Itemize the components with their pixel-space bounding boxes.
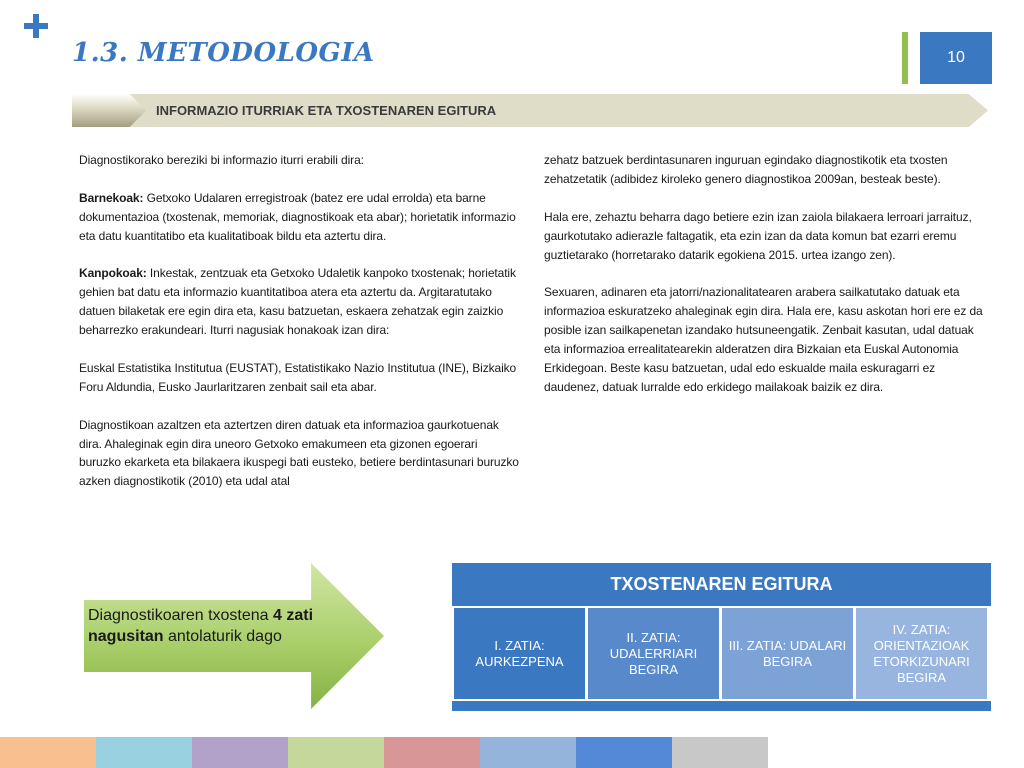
structure-part-1: I. ZATIA: AURKEZPENA	[454, 608, 585, 699]
footer-color-strip	[0, 737, 768, 768]
structure-part-4: IV. ZATIA: ORIENTAZIOAK ETORKIZUNARI BEGIRA	[856, 608, 987, 699]
callout-text	[88, 605, 363, 647]
internal-sources-paragraph	[79, 189, 519, 246]
intro-paragraph: Diagnostikorako bereziki bi informazio iturri erabili dira:	[79, 153, 364, 167]
footer-color-block	[192, 737, 288, 768]
footer-color-block	[672, 737, 768, 768]
footer-color-block	[480, 737, 576, 768]
internal-sources-label: Barnekoak:	[79, 190, 144, 205]
disaggregation-paragraph: Sexuaren, adinaren eta jatorri/nazionalitatearen arabera sailkatutako datuak eta informazioa eskuratzeko ahaleginak egin dira. Hala ere, kasu askotan hori ere ez da posible izan sailkapenetan izandako hutsuneengatik. Zenbait kasutan, udal datuak eta informazioa errealitatearekin alderatzen dira Bizkaian eta Euskal Autonomia Erkidegoan. Beste kasu batzuetan, udal edo eskualde maila eskuragarri ez daudenez, datuak lurralde edo erkidego mailakoak baizik ez dira.	[544, 285, 983, 394]
external-sources-text: Inkestak, zentzuak eta Getxoko Udaletik kanpoko txostenak; horietatik gehien bat datu eta informazio kuantitatiboa atera eta aztertu da. Argitaratutako datuen bilaketak ere egin dira eta, kasu batzuetan, eskaera zehatzak egin zaizkio beharrezko erakundeari. Iturri nagusiak honakoak izan dira:	[79, 266, 516, 338]
continuation-paragraph: zehatz batzuek berdintasunaren inguruan egindako diagnostikotik eta txosten zehatzetatik (adibidez kiroleko genero diagnostikoa 2009an, besteak beste).	[544, 153, 948, 186]
report-structure-table	[452, 563, 991, 711]
callout-text-start: Diagnostikoaren txostena	[88, 607, 273, 624]
footer-color-block	[288, 737, 384, 768]
callout-text-bold: 4 zati nagusitan	[88, 607, 314, 645]
structure-footer-bar	[452, 701, 991, 711]
data-currency-paragraph: Diagnostikoan azaltzen eta aztertzen diren datuak eta informazioa gaurkotuenak dira. Ahaleginak egin dira uneoro Getxoko emakumeen eta gizonen egoerari buruzko ekarketa eta bilakaera ikuspegi bati eusteko, betiere berdintasunari buruzko azken diagnostikotik (2010) eta udal atal	[79, 417, 519, 489]
external-sources-label: Kanpokoak:	[79, 266, 147, 281]
sources-list-paragraph: Euskal Estatistika Institutua (EUSTAT), Estatistikako Nazio Institutua (INE), Bizkaiko Foru Aldundia, Eusko Jaurlaritzaren zenbait sail eta abar.	[79, 360, 517, 394]
footer-color-block	[0, 737, 96, 768]
limitations-paragraph: Hala ere, zehaztu beharra dago betiere ezin izan zaiola bilakaera lerroari jarraituz, gaurkotutako adierazle faltagatik, eta ezin izan da data komun bat ezarri eremu guztietarako (horretarako datarik egokiena 2015. urtea izango zen).	[544, 209, 972, 262]
footer-color-block	[576, 737, 672, 768]
structure-part-2: II. ZATIA: UDALERRIARI BEGIRA	[588, 608, 719, 699]
structure-part-3: III. ZATIA: UDALARI BEGIRA	[722, 608, 853, 699]
footer-color-block	[384, 737, 480, 768]
footer-color-block	[96, 737, 192, 768]
page-title: 1.3. METODOLOGIA	[72, 38, 375, 68]
right-text-column	[544, 151, 986, 416]
structure-header: TXOSTENAREN EGITURA	[452, 563, 991, 606]
left-text-column	[79, 151, 519, 510]
callout-text-end: antolaturik dago	[163, 628, 282, 645]
external-sources-paragraph	[79, 264, 519, 340]
page-number: 10	[920, 32, 992, 84]
internal-sources-text: Getxoko Udalaren erregistroak (batez ere udal errolda) eta barne dokumentazioa (txostenak, memoriak, diagnostikoak eta abar); horietatik informazio eta datu kuantitatibo eta kualitatiboak bildu eta aztertu dira.	[79, 190, 516, 243]
title-accent-bar	[902, 32, 908, 84]
section-banner-title: INFORMAZIO ITURRIAK ETA TXOSTENAREN EGITURA	[156, 103, 497, 118]
plus-icon	[24, 14, 48, 38]
